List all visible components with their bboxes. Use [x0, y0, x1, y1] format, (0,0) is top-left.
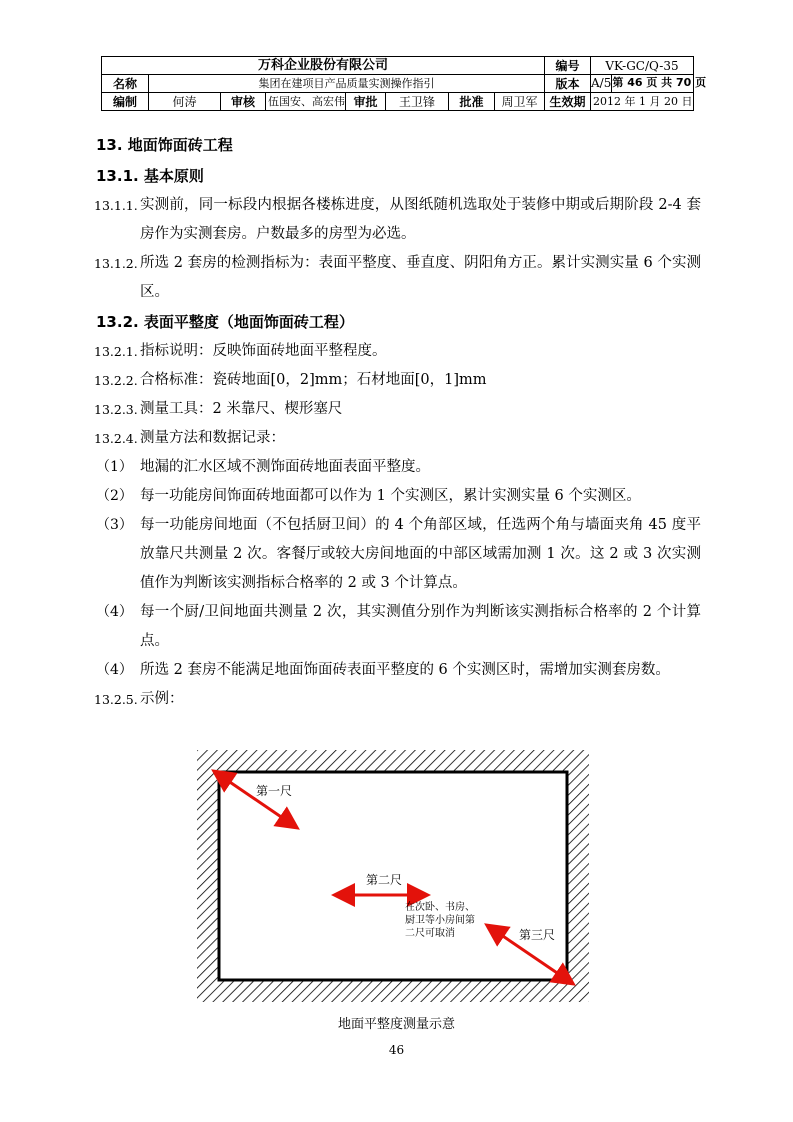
ruler2-label: 第二尺 [366, 873, 403, 887]
item-number: 13.2.2. [94, 373, 138, 388]
effective-value: 2012 年 1 月 20 日 [591, 93, 694, 111]
name-label: 名称 [102, 75, 149, 93]
item-text: 示例： [140, 691, 184, 707]
item-text: 所选 2 套房的检测指标为：表面平整度、垂直度、阴阳角方正。累计实测实量 6 个实测区。 [140, 255, 701, 300]
item-text: 指标说明：反映饰面砖地面平整程度。 [140, 343, 387, 359]
item-text: 测量工具：2 米靠尺、楔形塞尺 [140, 401, 343, 417]
version-label: 版本 [545, 75, 591, 93]
sub-item-number: （1） [96, 459, 133, 475]
document-header-table [101, 56, 707, 111]
sub-item-text: 每一功能房间地面（不包括厨卫间）的 4 个角部区域，任选两个角与墙面夹角 45 度平放靠尺共测量 2 次。客餐厅或较大房间地面的中部区域需加测 1 次。这 2 或 3 次实测值作为判断该实测指标合格率的 2 或 3 个计算点。 [140, 517, 701, 591]
diagram-caption: 地面平整度测量示意 [337, 1017, 455, 1032]
floor-flatness-diagram [197, 750, 589, 1002]
approve2-label: 批准 [449, 93, 495, 111]
list-item [96, 685, 701, 714]
sub-item-text: 每一功能房间饰面砖地面都可以作为 1 个实测区，累计实测实量 6 个实测区。 [140, 488, 641, 504]
reviewer-value: 伍国安、高宏伟 [266, 93, 346, 111]
approve1-value: 王卫锋 [386, 93, 449, 111]
document-content [96, 133, 701, 714]
sub-item-number: （2） [96, 488, 133, 504]
effective-label: 生效期 [545, 93, 591, 111]
version-value: A/5 [591, 76, 612, 90]
sub-item-number: （4） [96, 604, 133, 620]
sub-list-item [96, 482, 701, 511]
approve1-label: 审批 [346, 93, 386, 111]
code-value: VK-GC/Q-35 [591, 57, 694, 75]
section-title: 13. 地面饰面砖工程 [96, 136, 233, 154]
note-line-2: 厨卫等小房间第 [405, 915, 475, 926]
sub-item-number: （3） [96, 517, 133, 533]
item-text: 合格标准：瓷砖地面[0，2]mm；石材地面[0，1]mm [140, 372, 487, 388]
list-item [96, 249, 701, 307]
ruler3-label: 第三尺 [519, 928, 556, 942]
diagram-svg [197, 750, 589, 1002]
sub-item-text: 所选 2 套房不能满足地面饰面砖表面平整度的 6 个实测区时，需增加实测套房数。 [140, 662, 670, 678]
sub-list-item [96, 511, 701, 598]
item-number: 13.2.1. [94, 344, 138, 359]
list-item [96, 366, 701, 395]
item-text: 实测前，同一标段内根据各楼栋进度，从图纸随机选取处于装修中期或后期阶段 2-4 套房作为实测套房。户数最多的房型为必选。 [140, 197, 701, 242]
list-item [96, 191, 701, 249]
sub-item-text: 地漏的汇水区域不测饰面砖地面表面平整度。 [140, 459, 430, 475]
item-number: 13.2.4. [94, 431, 138, 446]
list-item [96, 395, 701, 424]
list-item [96, 337, 701, 366]
section-13-2-title: 13.2. 表面平整度（地面饰面砖工程） [96, 313, 354, 331]
section-13-1-title: 13.1. 基本原则 [96, 167, 204, 185]
version-page-cell [591, 75, 707, 93]
sub-list-item [96, 598, 701, 656]
item-number: 13.2.3. [94, 402, 138, 417]
page-info: 第 46 页 共 70 页 [612, 76, 707, 89]
item-number: 13.2.5. [94, 692, 138, 707]
item-number: 13.1.2. [94, 256, 138, 271]
company-name: 万科企业股份有限公司 [102, 57, 545, 75]
note-line-3: 二尺可取消 [405, 928, 455, 939]
item-text: 测量方法和数据记录： [140, 430, 285, 446]
sub-list-item [96, 453, 701, 482]
code-label: 编号 [545, 57, 591, 75]
item-number: 13.1.1. [94, 198, 138, 213]
editor-value: 何涛 [149, 93, 221, 111]
ruler1-label: 第一尺 [256, 784, 293, 798]
editor-label: 编制 [102, 93, 149, 111]
sub-item-number: （4） [96, 662, 133, 678]
sub-list-item [96, 656, 701, 685]
page-number: 46 [388, 1043, 405, 1057]
note-line-1: 在次卧、书房、 [405, 902, 475, 913]
list-item [96, 424, 701, 453]
name-value: 集团在建项目产品质量实测操作指引 [149, 75, 545, 93]
reviewer-label: 审核 [221, 93, 266, 111]
approve2-value: 周卫军 [495, 93, 545, 111]
sub-item-text: 每一个厨/卫间地面共测量 2 次，其实测值分别作为判断该实测指标合格率的 2 个计算点。 [140, 604, 701, 649]
